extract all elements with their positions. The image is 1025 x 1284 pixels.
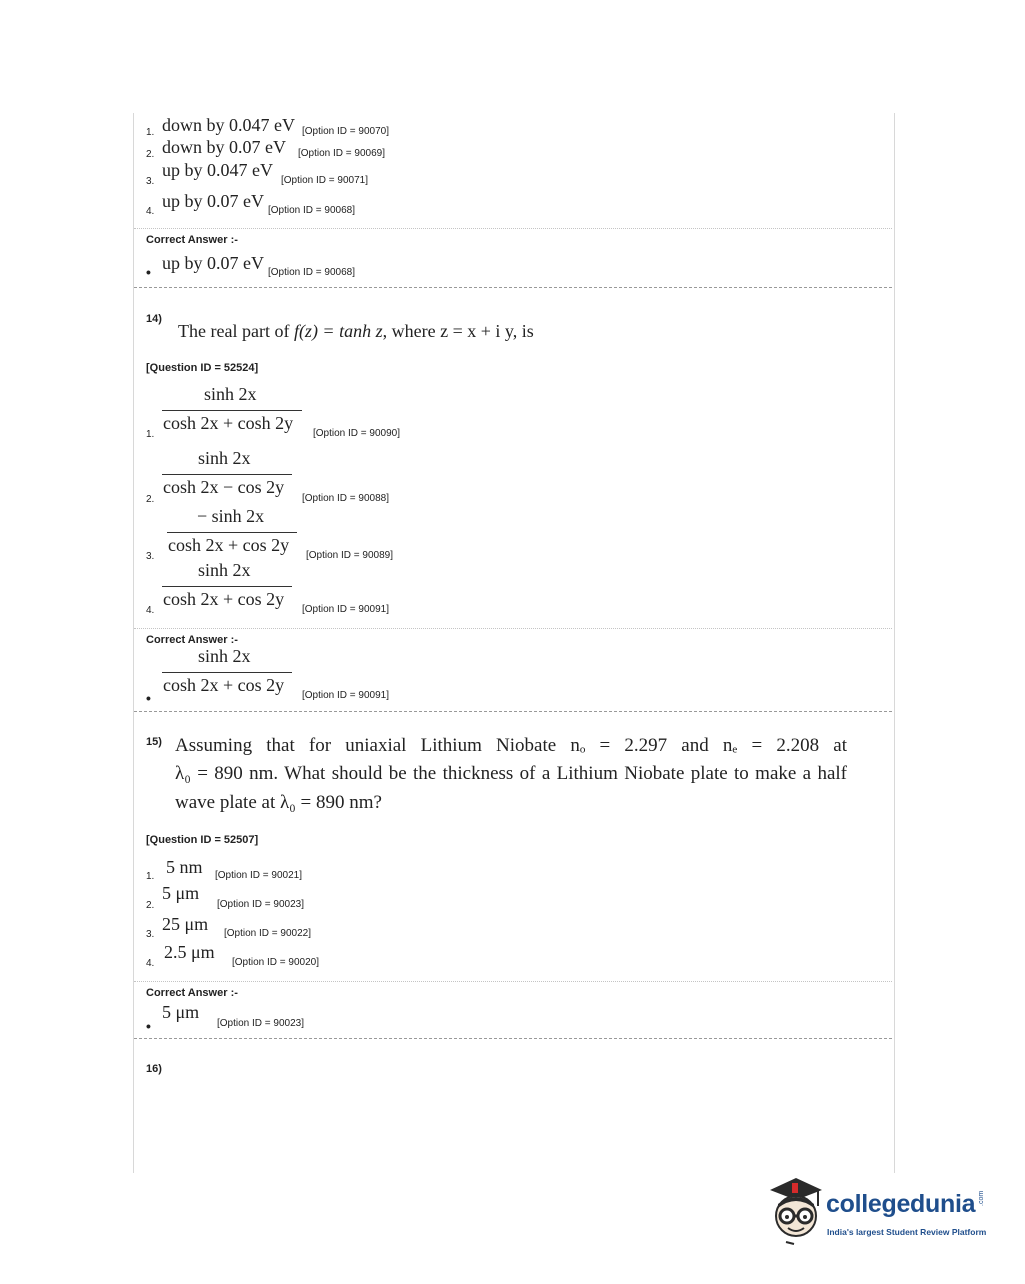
fraction-numerator: sinh 2x [198,646,251,666]
fraction-bar [162,586,292,587]
question-line-3: wave plate at λ₀ = 890 nm? [175,792,382,813]
question-number: 14) [146,313,162,325]
fraction-numerator: sinh 2x [198,448,251,468]
option-number: 1. [146,429,155,440]
option-text: 25 μm [162,914,209,934]
answer-option-id: [Option ID = 90068] [268,267,356,278]
option-text: 5 nm [166,857,203,877]
option-id: [Option ID = 90068] [268,205,356,216]
collegedunia-logo [766,1176,996,1252]
question-formula: z = x + i y [440,321,513,341]
answer-text: 5 μm [162,1002,200,1022]
option-text: 5 μm [162,883,200,903]
fraction-denominator: cosh 2x − cos 2y [163,477,285,497]
answer-bullet: • [146,1018,151,1034]
option-id: [Option ID = 90069] [298,148,386,159]
option-number: 3. [146,176,155,187]
divider [134,228,892,229]
fraction-bar [167,532,297,533]
fraction-numerator: sinh 2x [204,384,257,404]
mascot-icon [766,1176,826,1246]
correct-answer-label: Correct Answer :- [146,987,238,999]
answer-option-id: [Option ID = 90023] [217,1018,305,1029]
answer-bullet: • [146,690,151,706]
divider [134,628,892,629]
option-id: [Option ID = 90088] [302,493,390,504]
question-separator [134,711,892,712]
option-number: 3. [146,929,155,940]
question-number: 15) [146,736,162,748]
question-separator [134,1038,892,1039]
question-line-1: Assuming that for uniaxial Lithium Niobate nₒ = 2.297 and nₑ = 2.208 at [175,735,847,756]
option-id: [Option ID = 90070] [302,126,390,137]
option-id: [Option ID = 90022] [224,928,312,939]
question-number: 16) [146,1063,162,1075]
question-id: [Question ID = 52524] [146,362,259,374]
option-text: up by 0.07 eV [162,191,264,211]
option-number: 4. [146,605,155,616]
option-number: 2. [146,149,155,160]
question-text-part: The real part of [178,321,294,341]
option-number: 4. [146,958,155,969]
fraction-denominator: cosh 2x + cosh 2y [163,413,294,433]
fraction-numerator: − sinh 2x [197,506,265,526]
option-number: 1. [146,871,155,882]
option-id: [Option ID = 90090] [313,428,401,439]
answer-text: up by 0.07 eV [162,253,264,273]
option-id: [Option ID = 90071] [281,175,369,186]
fraction-bar [162,410,302,411]
answer-bullet: • [146,264,151,280]
fraction-denominator: cosh 2x + cos 2y [168,535,290,555]
question-formula: f(z) = tanh z [293,321,383,341]
option-id: [Option ID = 90091] [302,604,390,615]
option-id: [Option ID = 90021] [215,870,303,881]
option-id: [Option ID = 90089] [306,550,394,561]
question-separator [134,287,892,288]
fraction-denominator: cosh 2x + cos 2y [163,675,285,695]
option-text: up by 0.047 eV [162,160,273,180]
option-number: 2. [146,900,155,911]
question-id: [Question ID = 52507] [146,834,259,846]
option-number: 4. [146,206,155,217]
option-number: 1. [146,127,155,138]
option-number: 3. [146,551,155,562]
fraction-bar [162,672,292,673]
question-text-part: , where [382,321,441,341]
option-text: 2.5 μm [164,942,215,962]
correct-answer-label: Correct Answer :- [146,234,238,246]
brand-name: collegedunia [826,1190,976,1218]
option-number: 2. [146,494,155,505]
divider [134,981,892,982]
brand-suffix: .com [978,1190,985,1206]
option-id: [Option ID = 90023] [217,899,305,910]
fraction-numerator: sinh 2x [198,560,251,580]
option-text: down by 0.07 eV [162,137,286,157]
option-id: [Option ID = 90020] [232,957,320,968]
answer-option-id: [Option ID = 90091] [302,690,390,701]
brand-tagline: India's largest Student Review Platform [827,1227,987,1237]
correct-answer-label: Correct Answer :- [146,634,238,646]
fraction-denominator: cosh 2x + cos 2y [163,589,285,609]
question-line-2: λ₀ = 890 nm. What should be the thickness of a Lithium Niobate plate to make a half [175,763,847,784]
fraction-bar [162,474,292,475]
option-text: down by 0.047 eV [162,115,295,135]
question-text [178,321,534,342]
question-text-part: , is [512,321,534,341]
